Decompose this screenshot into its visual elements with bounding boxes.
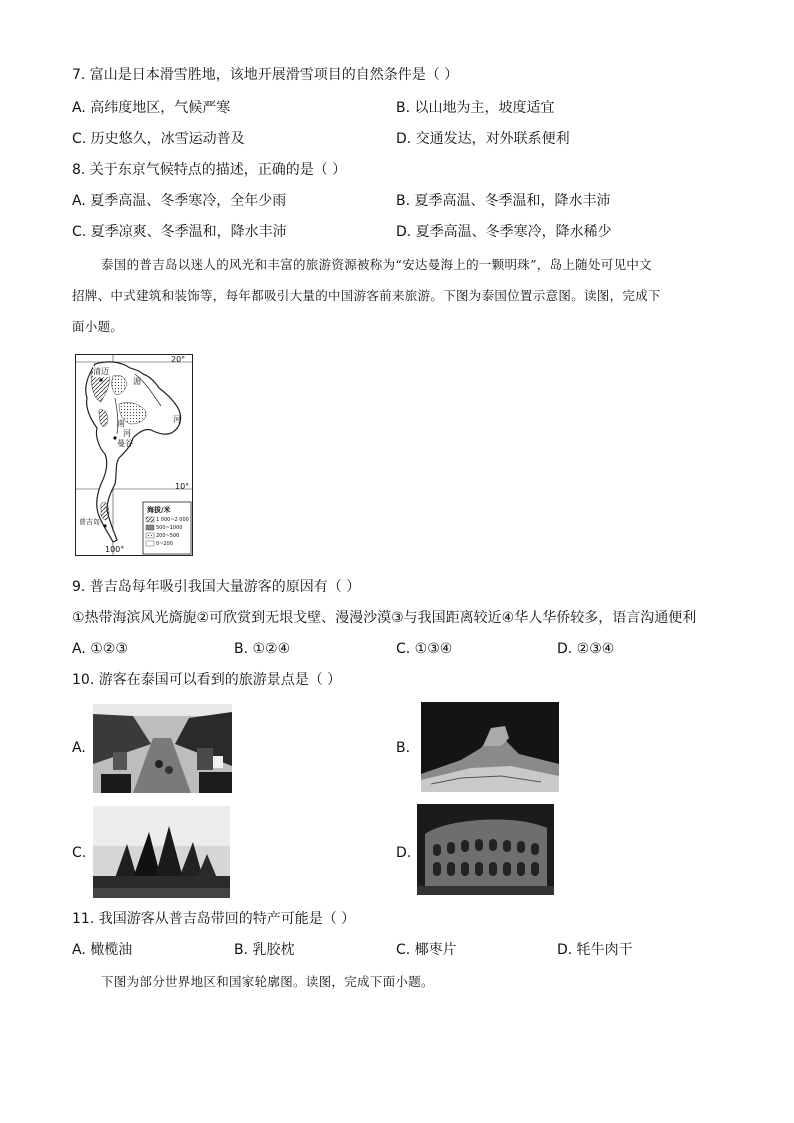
q10-option-c-label: C.: [72, 845, 87, 861]
map-lon-100: 100°: [105, 545, 125, 554]
map-char-wan: 湄: [133, 377, 141, 386]
map-lat-10: 10°: [175, 482, 190, 491]
q8-option-a: A. 夏季高温、冬季寒冷，全年少雨: [72, 193, 287, 209]
map-legend-item-1: 1 000~2 000: [156, 517, 189, 523]
q9-stem: 9. 普吉岛每年吸引我国大量游客的原因有（ ）: [72, 579, 361, 595]
map-char-he2: 河: [123, 429, 131, 438]
q11-option-d: D. 牦牛肉干: [557, 942, 633, 958]
map-legend-item-2: 500~1000: [156, 525, 183, 531]
q9-option-a: A. ①②③: [72, 641, 128, 657]
q9-option-c: C. ①③④: [396, 641, 453, 657]
photo-option-c: [93, 806, 230, 898]
q7-option-b: B. 以山地为主，坡度适宜: [396, 100, 555, 116]
q11-option-a: A. 橄榄油: [72, 942, 133, 958]
q9-items: ①热带海滨风光旖旎②可欣赏到无垠戈壁、漫漫沙漠③与我国距离较近④华人华侨较多，语言沟通便利: [72, 610, 697, 626]
map-city-chiangmai: 清迈: [93, 367, 109, 376]
q7-stem: 7. 富山是日本滑雪胜地，该地开展滑雪项目的自然条件是（ ）: [72, 67, 459, 83]
map-char-nan: 南: [117, 419, 125, 428]
map-lat-20: 20°: [171, 355, 186, 364]
q8-stem: 8. 关于东京气候特点的描述，正确的是（ ）: [72, 162, 347, 178]
q8-option-c: C. 夏季凉爽、冬季温和，降水丰沛: [72, 224, 287, 240]
phuket-dot: [103, 524, 106, 527]
q10-option-d-label: D.: [396, 845, 412, 861]
q10-stem: 10. 游客在泰国可以看到的旅游景点是（ ）: [72, 672, 342, 688]
q8-option-d: D. 夏季高温、冬季寒冷，降水稀少: [396, 224, 612, 240]
q10-option-a-label: A.: [72, 740, 86, 756]
passage1-line3: 面小题。: [72, 319, 124, 334]
passage1-line1: 泰国的普吉岛以迷人的风光和丰富的旅游资源被称为“安达曼海上的一颗明珠”，岛上随处可见中文: [101, 257, 652, 272]
q11-option-c: C. 椰枣片: [396, 942, 457, 958]
map-legend-item-3: 200~500: [156, 533, 180, 539]
q9-option-d: D. ②③④: [557, 641, 615, 657]
q11-option-b: B. 乳胶枕: [234, 942, 295, 958]
chiangmai-dot: [99, 378, 102, 381]
map-phuket-label: 普吉岛: [79, 518, 100, 526]
passage2-line1: 下图为部分世界地区和国家轮廓图。读图，完成下面小题。: [101, 974, 434, 989]
q8-option-b: B. 夏季高温、冬季温和，降水丰沛: [396, 193, 611, 209]
q9-option-b: B. ①②④: [234, 641, 291, 657]
q7-option-a: A. 高纬度地区，气候严寒: [72, 100, 231, 116]
map-legend-title: 海拔/米: [147, 506, 171, 514]
thailand-location-map: [75, 354, 193, 556]
photo-option-a: [93, 704, 232, 793]
map-legend-item-4: 0~200: [156, 541, 173, 547]
q7-option-c: C. 历史悠久，冰雪运动普及: [72, 131, 245, 147]
photo-option-b: [421, 702, 559, 792]
q11-stem: 11. 我国游客从普吉岛带回的特产可能是（ ）: [72, 911, 356, 927]
passage1-line2: 招牌、中式建筑和装饰等，每年都吸引大量的中国游客前来旅游。下图为泰国位置示意图。读图，完成下: [72, 288, 661, 303]
map-city-bangkok: 曼谷: [117, 439, 133, 448]
q10-option-b-label: B.: [396, 740, 411, 756]
map-char-he: 河: [173, 415, 181, 424]
photo-option-d: [417, 804, 554, 895]
q7-option-d: D. 交通发达，对外联系便利: [396, 131, 570, 147]
